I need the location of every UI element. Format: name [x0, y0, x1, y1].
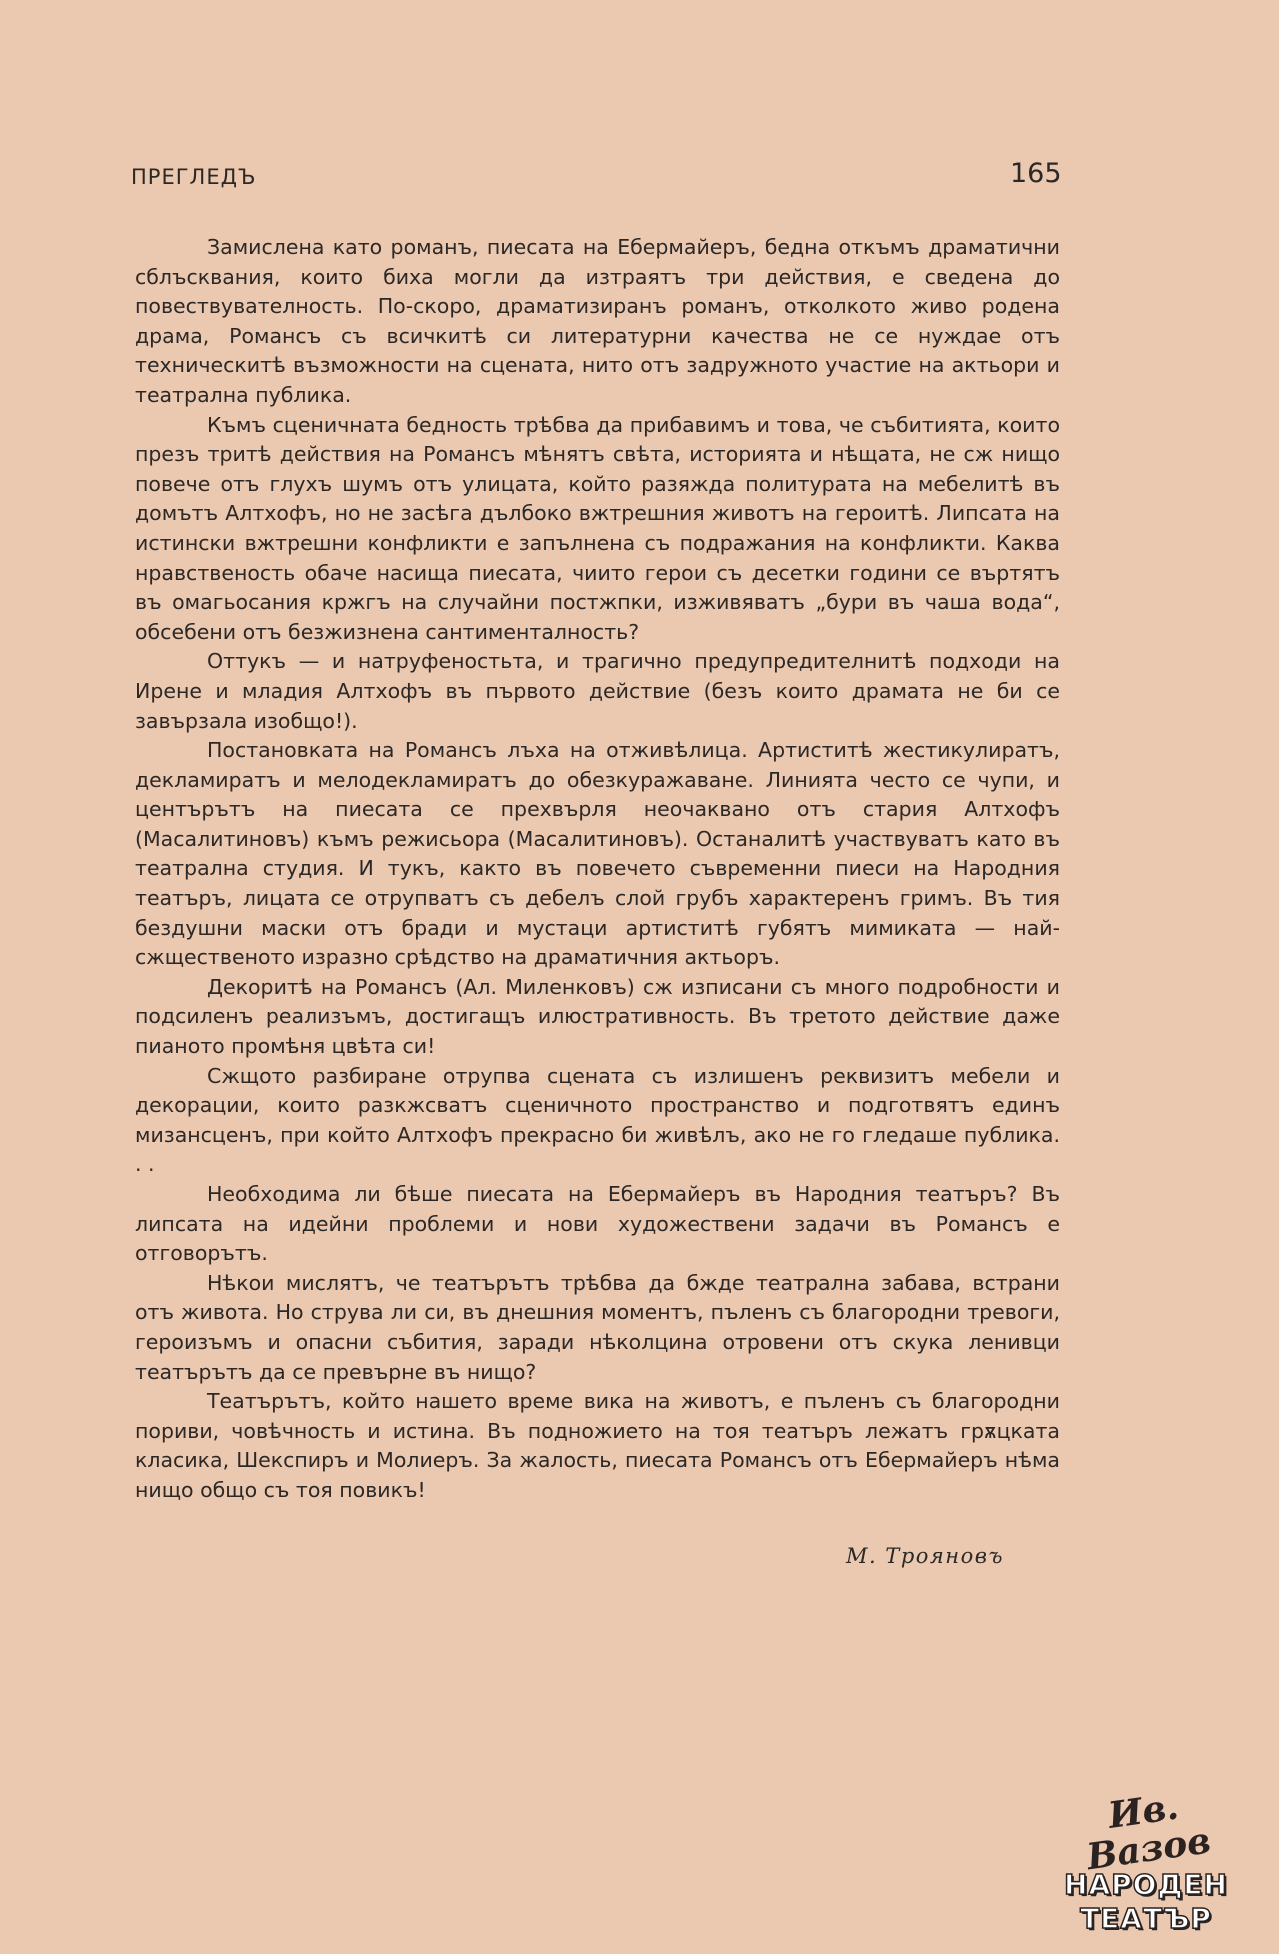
running-title: ПРЕГЛЕДЪ	[131, 165, 257, 189]
page-number: 165	[1010, 158, 1062, 189]
paragraph: Сжщото разбиране отрупва сцената съ излишенъ реквизитъ мебели и декорации, които разкжсватъ сценичното пространство и подготвятъ единъ мизансценъ, при който Алтхофъ прекрасно би живѣлъ, ако не го гледаше публика. . .	[135, 1063, 1060, 1177]
article-body	[135, 233, 1060, 1506]
paragraph: Къмъ сценичната бедность трѣбва да прибавимъ и това, че събитията, които презъ тритѣ действия на Романсъ мѣнятъ свѣта, историята и нѣщата, не сж нищо повече отъ глухъ шумъ отъ улицата, който разяжда политурата на мебелитѣ въ домътъ Алтхофъ, но не засѣга дълбоко вжтрешния животъ на героитѣ. Липсата на истински вжтрешни конфликти е запълнена съ подражания на конфликти. Каква нравственость обаче насища пиесата, чиито герои съ десетки години се въртятъ въ омагьосания кржгъ на случайни постжпки, изживяватъ „бури въ чаша вода“, обсебени отъ безжизнена сантименталность?	[135, 412, 1060, 644]
paragraph: Постановката на Романсъ лъха на отживѣлица. Артиститѣ жестикулиратъ, декламиратъ и мелодекламиратъ до обезкуражаване. Линията често се чупи, и центърътъ на пиесата се прехвърля неочаквано отъ стария Алтхофъ (Масалитиновъ) къмъ режисьора (Масалитиновъ). Останалитѣ участвуватъ като въ театрална студия. И тукъ, както въ повечето съвременни пиеси на Народния театъръ, лицата се отрупватъ съ дебелъ слой грубъ характеренъ гримъ. Въ тия бездушни маски отъ бради и мустаци артиститѣ губятъ мимиката — най-сжщественото изразно срѣдство на драматичния актьоръ.	[135, 738, 1060, 970]
national-theatre-logo	[1056, 1785, 1236, 1935]
author-signature: М. Трояновъ	[845, 1544, 1004, 1568]
paragraph: Необходима ли бѣше пиесата на Ебермайеръ въ Народния театъръ? Въ липсата на идейни проблеми и нови художествени задачи въ Романсъ е отговорътъ.	[135, 1182, 1060, 1266]
logo-line-1: НАРОДЕН	[1064, 1868, 1228, 1901]
logo-signature-script: Ив. Вазов	[1084, 1785, 1214, 1879]
logo-line-2: ТЕАТЪР	[1080, 1902, 1212, 1935]
paragraph: Нѣкои мислятъ, че театърътъ трѣбва да бжде театрална забава, встрани отъ живота. Но струва ли си, въ днешния моментъ, пъленъ съ благородни тревоги, героизъмъ и опасни събития, заради нѣколцина отровени отъ скука ленивци театърътъ да се превърне въ нищо?	[135, 1270, 1060, 1384]
paragraph: Замислена като романъ, пиесата на Ебермайеръ, бедна откъмъ драматични сблъсквания, които биха могли да изтраятъ три действия, е сведена до повествувателность. По-скоро, драматизиранъ романъ, отколкото живо родена драма, Романсъ съ всичкитѣ си литературни качества не се нуждае отъ техническитѣ възможности на сцената, нито отъ задружното участие на актьори и театрална публика.	[135, 235, 1060, 407]
paragraph: Театърътъ, който нашето време вика на животъ, е пъленъ съ благородни пориви, човѣчность и истина. Въ подножието на тоя театъръ лежатъ грѫцката класика, Шекспиръ и Молиеръ. За жалость, пиесата Романсъ отъ Ебермайеръ нѣма нищо общо съ тоя повикъ!	[135, 1389, 1060, 1502]
paragraph: Оттукъ — и натруфеностьта, и трагично предупредителнитѣ подходи на Ирене и младия Алтхофъ въ първото действие (безъ които драмата не би се завързала изобщо!).	[135, 649, 1060, 733]
paragraph: Декоритѣ на Романсъ (Ал. Миленковъ) сж изписани съ много подробности и подсиленъ реализъмъ, достигащъ илюстративность. Въ третото действие даже пианото промѣня цвѣта си!	[135, 974, 1060, 1059]
